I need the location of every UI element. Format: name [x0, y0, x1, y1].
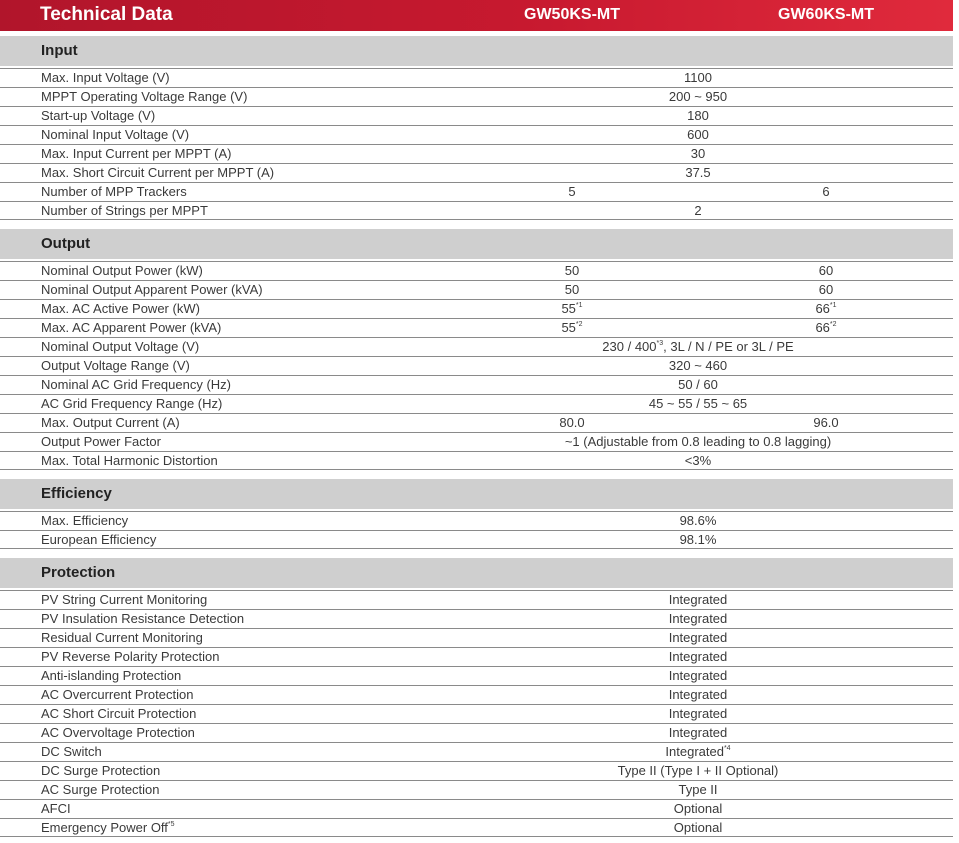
row-value-text: Optional [673, 801, 723, 816]
table-row [0, 666, 953, 685]
table-row [0, 609, 953, 628]
row-label-text: Nominal Output Power (kW) [41, 263, 203, 278]
row-label-text: Nominal Output Apparent Power (kVA) [41, 282, 263, 297]
row-value-text: Integrated [668, 649, 728, 664]
row-value-text: 96.0 [813, 415, 839, 430]
row-label [41, 301, 200, 316]
row-value-gw50ks-mt [472, 282, 672, 297]
row-value-text: 98.1% [679, 532, 717, 547]
row-label-text: Nominal AC Grid Frequency (Hz) [41, 377, 231, 392]
table-row [0, 723, 953, 742]
table-row [0, 818, 953, 837]
row-value-common [498, 203, 898, 218]
table-row [0, 337, 953, 356]
row-label-text: Start-up Voltage (V) [41, 108, 156, 123]
row-value-common [498, 630, 898, 645]
table-row [0, 356, 953, 375]
table-row [0, 628, 953, 647]
row-label-text: MPPT Operating Voltage Range (V) [41, 89, 248, 104]
row-label-text: Residual Current Monitoring [41, 630, 203, 645]
row-label [41, 763, 160, 778]
table-row [0, 761, 953, 780]
row-label-text: Output Voltage Range (V) [41, 358, 190, 373]
row-value-footnote-mark: *1 [829, 302, 837, 309]
row-label-text: Max. Input Voltage (V) [41, 70, 170, 85]
row-value-text: Optional [673, 820, 723, 835]
table-row [0, 451, 953, 470]
row-value-common [498, 434, 898, 449]
row-label-text: DC Switch [41, 744, 102, 759]
row-value-footnote-mark: *2 [575, 321, 583, 328]
row-value-text: Integrated [668, 611, 728, 626]
row-value-text: Integrated [668, 706, 728, 721]
row-label-text: Max. AC Apparent Power (kVA) [41, 320, 222, 335]
row-value-text: 2 [694, 203, 702, 218]
row-value-text: Integrated [668, 592, 728, 607]
row-value-text: 55 [561, 301, 576, 316]
row-value-text: 320 ~ 460 [668, 358, 728, 373]
table-row [0, 299, 953, 318]
section-title: Efficiency [41, 485, 112, 502]
row-value-common [498, 70, 898, 85]
row-value-text: 200 ~ 950 [668, 89, 728, 104]
row-value-gw50ks-mt [472, 301, 672, 316]
row-value-common [498, 668, 898, 683]
row-value-text: 80.0 [559, 415, 585, 430]
table-row [0, 530, 953, 549]
row-label-text: PV String Current Monitoring [41, 592, 208, 607]
table-row [0, 280, 953, 299]
row-value-gw50ks-mt [472, 184, 672, 199]
row-value-gw50ks-mt [472, 263, 672, 278]
table-row [0, 685, 953, 704]
row-label [41, 611, 244, 626]
row-label [41, 377, 231, 392]
row-value-common [498, 532, 898, 547]
row-value-gw60ks-mt [726, 320, 926, 335]
row-value-text: 66 [815, 301, 830, 316]
row-label-text: AC Overcurrent Protection [41, 687, 194, 702]
row-value-common [498, 592, 898, 607]
row-label [41, 282, 263, 297]
row-value-common [498, 396, 898, 411]
row-label-text: Number of Strings per MPPT [41, 203, 208, 218]
row-label [41, 108, 155, 123]
row-label-text: Emergency Power Off [41, 820, 168, 835]
row-label-text: PV Insulation Resistance Detection [41, 611, 245, 626]
row-value-text: Integrated [668, 668, 728, 683]
table-row [0, 318, 953, 337]
row-label [41, 434, 161, 449]
row-value-text: Integrated [668, 725, 728, 740]
row-value-text: Integrated [668, 630, 728, 645]
row-value-gw60ks-mt [726, 301, 926, 316]
table-row [0, 704, 953, 723]
row-value-common [498, 611, 898, 626]
row-label-footnote-mark: *5 [167, 821, 175, 828]
row-value-common [498, 358, 898, 373]
row-label [41, 127, 189, 142]
row-label-text: Max. Output Current (A) [41, 415, 180, 430]
row-value-common [498, 89, 898, 104]
row-value-common [498, 165, 898, 180]
row-label-text: Max. Short Circuit Current per MPPT (A) [41, 165, 275, 180]
row-label-text: AC Overvoltage Protection [41, 725, 195, 740]
row-value-text: 50 / 60 [678, 377, 718, 392]
row-label [41, 263, 203, 278]
table-title: Technical Data [40, 4, 173, 25]
row-value-text: ~1 (Adjustable from 0.8 leading to 0.8 lagging) [564, 434, 832, 449]
row-label [41, 687, 193, 702]
section-header-efficiency [0, 479, 953, 509]
row-label [41, 146, 232, 161]
row-label-text: AC Short Circuit Protection [41, 706, 197, 721]
table-row [0, 201, 953, 220]
row-label-text: Nominal Output Voltage (V) [41, 339, 200, 354]
row-value-common [498, 513, 898, 528]
table-row [0, 261, 953, 280]
row-label [41, 396, 222, 411]
row-label [41, 592, 207, 607]
row-value-text: Type II [678, 782, 718, 797]
row-label [41, 184, 187, 199]
row-label [41, 203, 208, 218]
row-label-text: Max. Total Harmonic Distortion [41, 453, 218, 468]
table-row [0, 144, 953, 163]
row-label [41, 725, 195, 740]
model-column-header-2: GW60KS-MT [778, 6, 874, 23]
row-value-common [498, 687, 898, 702]
table-row [0, 87, 953, 106]
row-label-text: AFCI [41, 801, 71, 816]
table-row [0, 647, 953, 666]
row-label [41, 358, 190, 373]
row-value-common [498, 649, 898, 664]
row-value-text: 45 ~ 55 / 55 ~ 65 [648, 396, 748, 411]
row-value-footnote-mark: *3 [656, 340, 664, 347]
table-row [0, 780, 953, 799]
row-label [41, 453, 218, 468]
row-value-common [498, 706, 898, 721]
row-value-text-tail: , 3L / N / PE or 3L / PE [663, 339, 794, 354]
section-header-input [0, 36, 953, 66]
row-value-gw60ks-mt [726, 282, 926, 297]
row-label-text: PV Reverse Polarity Protection [41, 649, 220, 664]
row-label [41, 744, 102, 759]
row-value-footnote-mark: *2 [829, 321, 837, 328]
row-label-text: Anti-islanding Protection [41, 668, 182, 683]
section-header-protection [0, 558, 953, 588]
row-label [41, 782, 160, 797]
row-value-text: 50 [564, 282, 580, 297]
row-label [41, 706, 196, 721]
row-value-text: 55 [561, 320, 576, 335]
row-value-text: 37.5 [685, 165, 711, 180]
section-title: Input [41, 42, 78, 59]
section-title: Output [41, 235, 91, 252]
row-label-text: Max. Efficiency [41, 513, 129, 528]
row-label-text: AC Surge Protection [41, 782, 160, 797]
row-value-gw60ks-mt [726, 263, 926, 278]
row-label-text: Output Power Factor [41, 434, 161, 449]
table-row [0, 68, 953, 87]
row-value-text: 60 [818, 263, 834, 278]
table-row [0, 742, 953, 761]
row-value-text: 60 [818, 282, 834, 297]
row-value-text: 66 [815, 320, 830, 335]
row-value-common [498, 763, 898, 778]
row-value-common [498, 782, 898, 797]
row-label-text: DC Surge Protection [41, 763, 161, 778]
row-label [41, 89, 247, 104]
row-label-text: Max. Input Current per MPPT (A) [41, 146, 232, 161]
row-value-gw60ks-mt [726, 415, 926, 430]
row-value-text: 180 [687, 108, 709, 123]
table-row [0, 182, 953, 201]
table-row [0, 432, 953, 451]
row-value-text: 5 [568, 184, 576, 199]
table-row [0, 125, 953, 144]
row-label [41, 70, 170, 85]
table-row [0, 394, 953, 413]
row-label [41, 649, 219, 664]
row-value-common [498, 820, 898, 835]
row-value-text: 1100 [684, 70, 712, 85]
row-label [41, 801, 71, 816]
row-label-text: AC Grid Frequency Range (Hz) [41, 396, 223, 411]
model-column-header-1: GW50KS-MT [524, 6, 620, 23]
row-label-text: Nominal Input Voltage (V) [41, 127, 190, 142]
row-value-text: 98.6% [679, 513, 717, 528]
row-label [41, 513, 128, 528]
table-row [0, 511, 953, 530]
row-value-text: 50 [564, 263, 580, 278]
row-label [41, 668, 181, 683]
row-label [41, 532, 156, 547]
row-label [41, 415, 180, 430]
table-row [0, 375, 953, 394]
row-value-text: 30 [690, 146, 706, 161]
table-row [0, 799, 953, 818]
row-value-common [498, 339, 898, 354]
row-value-common [498, 744, 898, 759]
row-label [41, 165, 274, 180]
row-value-text: <3% [684, 453, 712, 468]
row-value-footnote-mark: *1 [575, 302, 583, 309]
row-label [41, 320, 221, 335]
table-header [0, 0, 953, 31]
row-label-text: Number of MPP Trackers [41, 184, 187, 199]
row-value-gw50ks-mt [472, 320, 672, 335]
row-value-common [498, 377, 898, 392]
section-title: Protection [41, 564, 116, 581]
table-row [0, 106, 953, 125]
row-value-text: Integrated [665, 744, 724, 759]
row-value-common [498, 453, 898, 468]
table-row [0, 163, 953, 182]
row-value-text: Type II (Type I + II Optional) [617, 763, 779, 778]
row-value-text: 6 [822, 184, 830, 199]
row-value-gw60ks-mt [726, 184, 926, 199]
row-value-footnote-mark: *4 [723, 745, 731, 752]
row-label [41, 339, 199, 354]
section-header-output [0, 229, 953, 259]
row-value-common [498, 108, 898, 123]
row-label-text: European Efficiency [41, 532, 157, 547]
row-value-text: Integrated [668, 687, 728, 702]
row-value-common [498, 127, 898, 142]
row-value-text: 600 [687, 127, 709, 142]
row-value-text: 230 / 400 [602, 339, 657, 354]
row-value-common [498, 725, 898, 740]
row-value-common [498, 801, 898, 816]
row-label-text: Max. AC Active Power (kW) [41, 301, 200, 316]
table-row [0, 590, 953, 609]
table-row [0, 413, 953, 432]
row-value-common [498, 146, 898, 161]
row-label [41, 820, 175, 835]
row-label [41, 630, 203, 645]
row-value-gw50ks-mt [472, 415, 672, 430]
